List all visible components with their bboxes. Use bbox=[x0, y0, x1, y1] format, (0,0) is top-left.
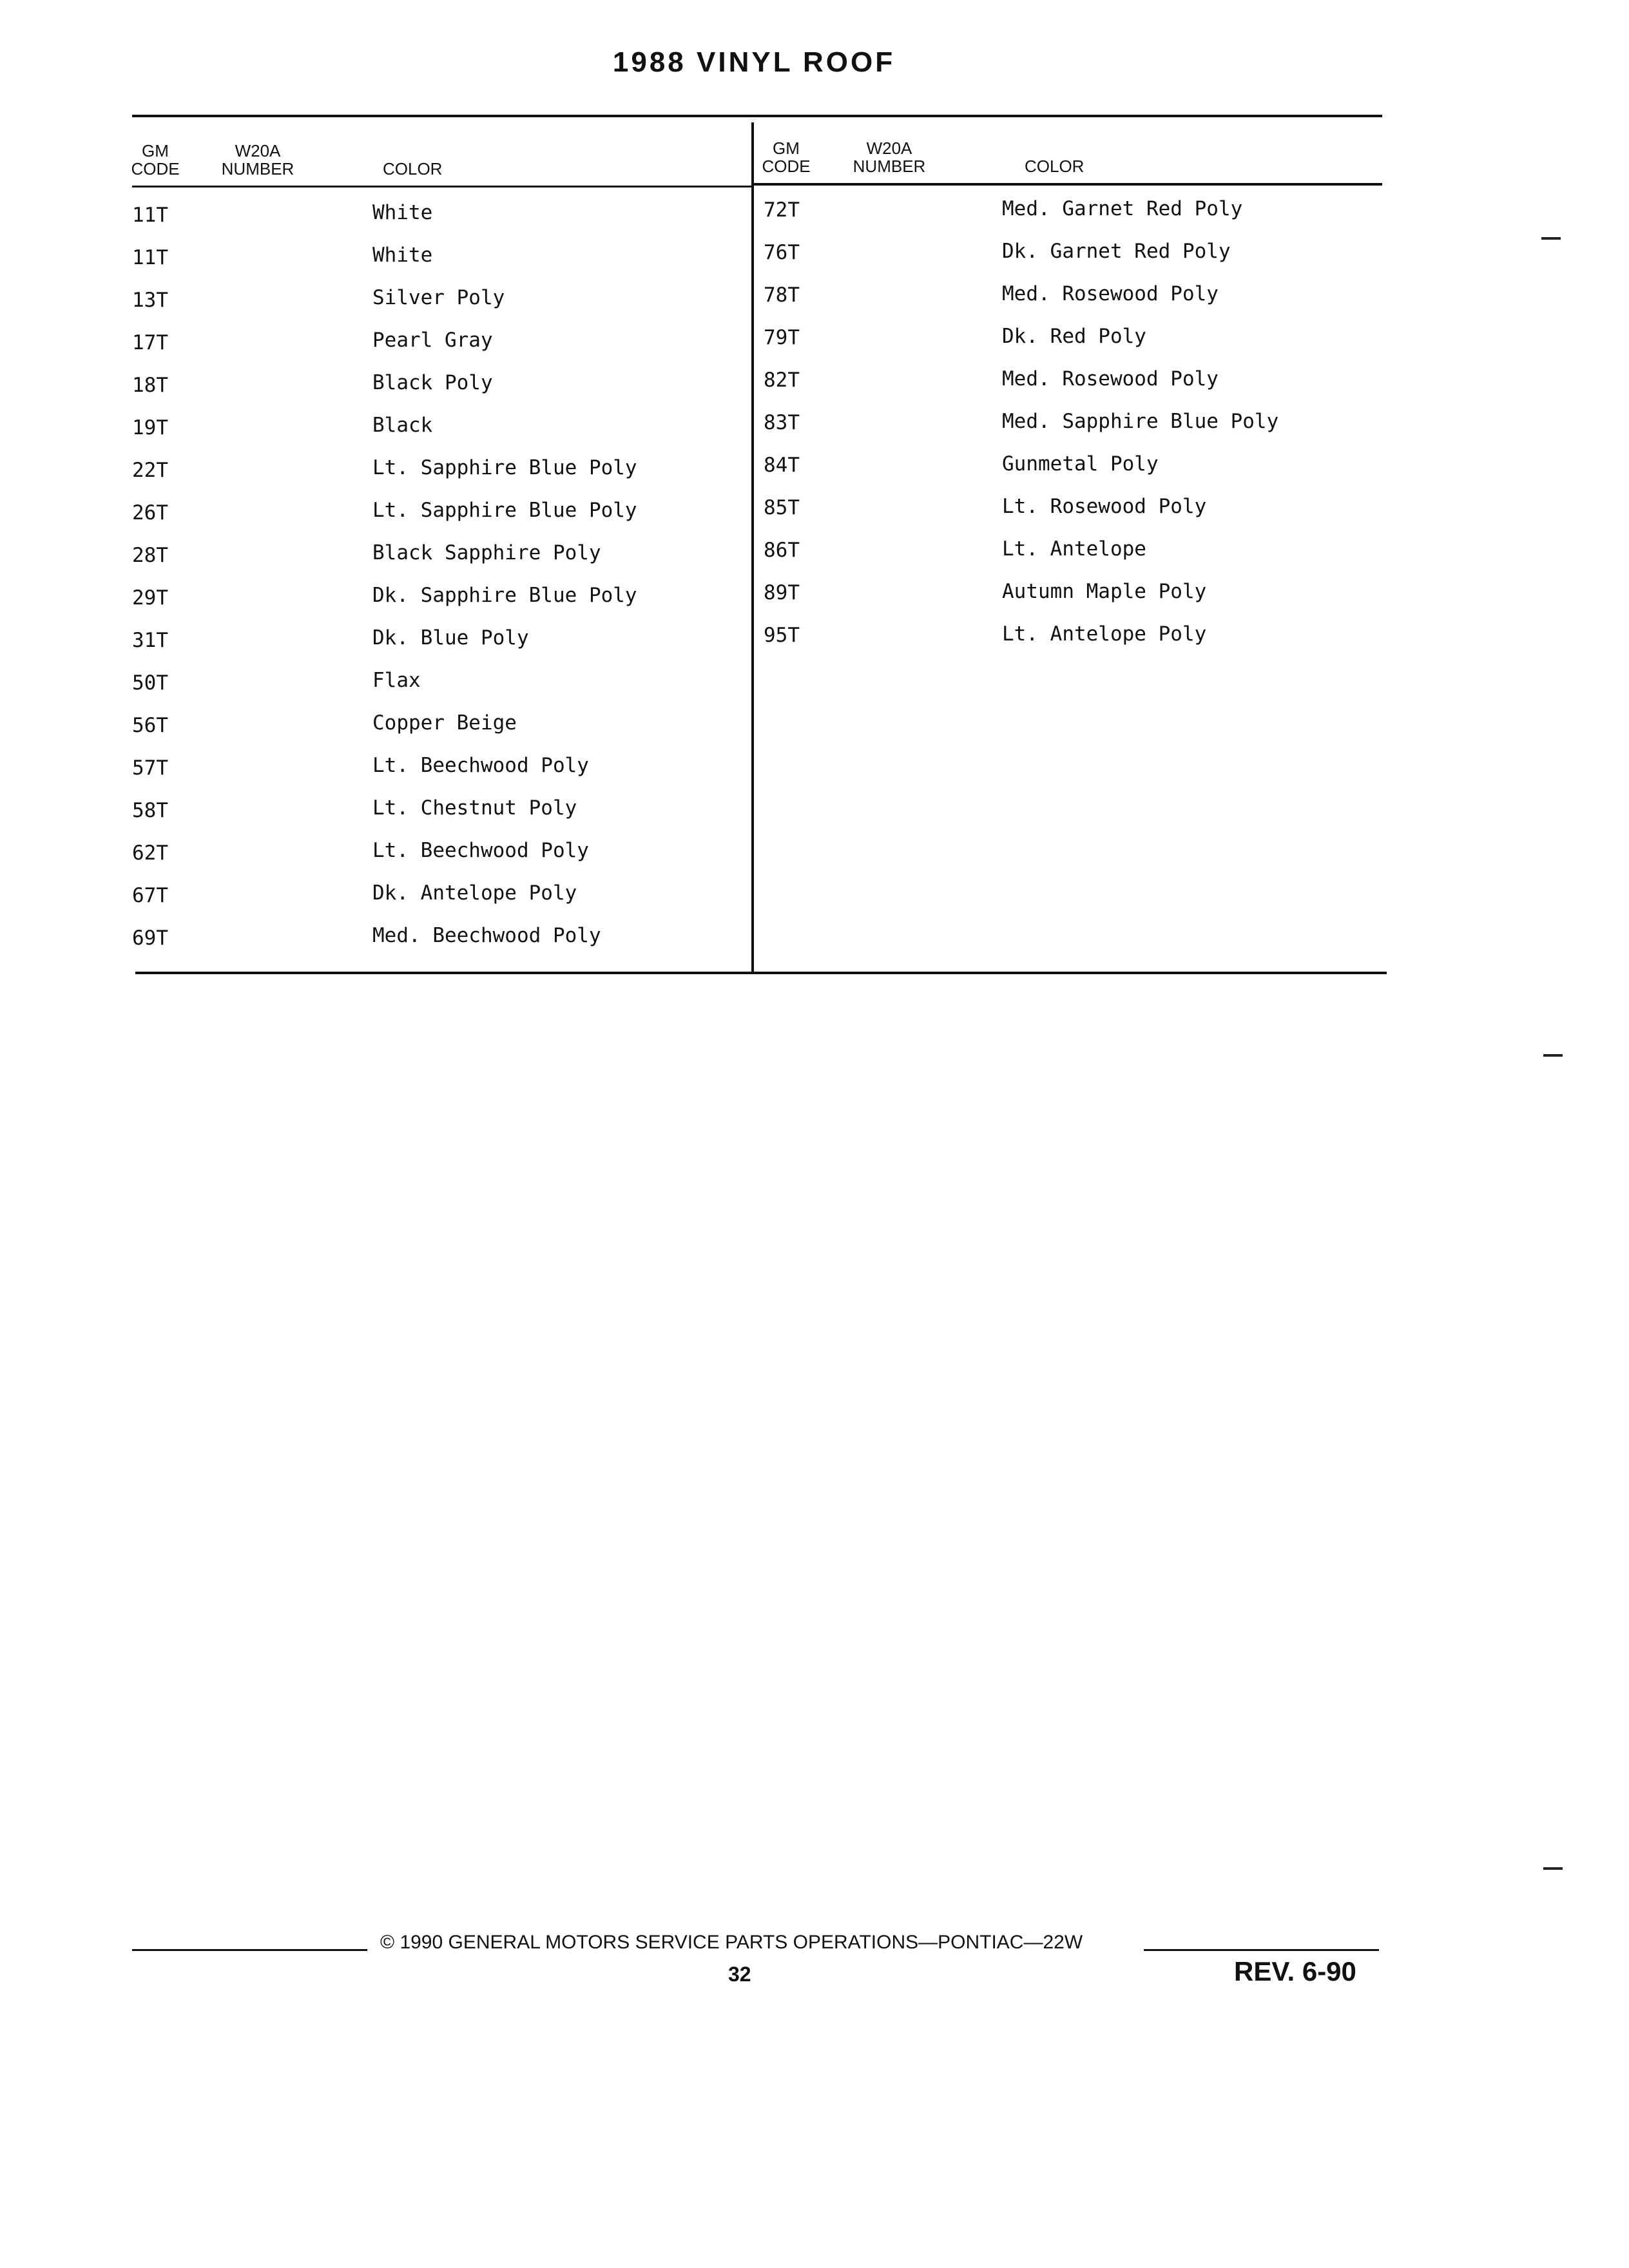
gm-code-cell: 57T bbox=[132, 756, 168, 780]
color-cell: Pearl Gray bbox=[372, 329, 493, 352]
left-header-w20a-number bbox=[219, 142, 296, 178]
column-divider bbox=[751, 122, 754, 974]
gm-code-cell: 56T bbox=[132, 714, 168, 737]
left-header-color: COLOR bbox=[383, 159, 443, 178]
color-cell: Med. Sapphire Blue Poly bbox=[1002, 410, 1279, 433]
color-cell: Med. Rosewood Poly bbox=[1002, 282, 1219, 305]
color-cell: Lt. Rosewood Poly bbox=[1002, 495, 1207, 518]
color-cell: Black bbox=[372, 414, 433, 437]
gm-code-cell: 72T bbox=[764, 198, 800, 222]
color-cell: Copper Beige bbox=[372, 711, 517, 735]
gm-code-cell: 95T bbox=[764, 624, 800, 647]
right-header-color: COLOR bbox=[1025, 157, 1084, 176]
gm-code-cell: 19T bbox=[132, 416, 168, 439]
gm-code-cell: 89T bbox=[764, 581, 800, 604]
color-cell: Lt. Sapphire Blue Poly bbox=[372, 499, 637, 522]
header-code: CODE bbox=[131, 159, 180, 178]
gm-code-cell: 86T bbox=[764, 539, 800, 562]
gm-code-cell: 83T bbox=[764, 411, 800, 434]
color-cell: Lt. Beechwood Poly bbox=[372, 839, 589, 862]
header-w20a: W20A bbox=[866, 139, 912, 158]
color-cell: Flax bbox=[372, 669, 421, 692]
color-cell: Dk. Red Poly bbox=[1002, 325, 1146, 348]
color-cell: Med. Rosewood Poly bbox=[1002, 367, 1219, 390]
header-number: NUMBER bbox=[221, 159, 294, 178]
gm-code-cell: 79T bbox=[764, 326, 800, 349]
gm-code-cell: 13T bbox=[132, 289, 168, 312]
color-cell: Black Sapphire Poly bbox=[372, 541, 601, 564]
color-cell: Lt. Antelope Poly bbox=[1002, 622, 1207, 646]
gm-code-cell: 76T bbox=[764, 241, 800, 264]
page-title: 1988 VINYL ROOF bbox=[612, 46, 896, 78]
table-top-rule bbox=[132, 115, 1382, 117]
color-cell: Dk. Blue Poly bbox=[372, 626, 529, 649]
color-cell: Lt. Antelope bbox=[1002, 537, 1146, 561]
gm-code-cell: 29T bbox=[132, 586, 168, 610]
color-cell: Lt. Beechwood Poly bbox=[372, 754, 589, 777]
gm-code-cell: 11T bbox=[132, 246, 168, 269]
gm-code-cell: 62T bbox=[132, 841, 168, 865]
gm-code-cell: 58T bbox=[132, 799, 168, 822]
color-cell: Black Poly bbox=[372, 371, 493, 394]
gm-code-cell: 82T bbox=[764, 369, 800, 392]
right-header-gm-code bbox=[757, 139, 815, 175]
gm-code-cell: 84T bbox=[764, 454, 800, 477]
gm-code-cell: 28T bbox=[132, 544, 168, 567]
color-cell: Med. Beechwood Poly bbox=[372, 924, 601, 947]
color-cell: Autumn Maple Poly bbox=[1002, 580, 1207, 603]
copyright-line: © 1990 GENERAL MOTORS SERVICE PARTS OPERATIONS—PONTIAC—22W bbox=[380, 1932, 1083, 1953]
gm-code-cell: 17T bbox=[132, 331, 168, 354]
edge-mark bbox=[1543, 1867, 1563, 1870]
header-gm: GM bbox=[142, 141, 169, 160]
gm-code-cell: 26T bbox=[132, 501, 168, 524]
gm-code-cell: 11T bbox=[132, 204, 168, 227]
gm-code-cell: 50T bbox=[132, 671, 168, 695]
left-header-rule bbox=[132, 186, 754, 187]
color-cell: Dk. Sapphire Blue Poly bbox=[372, 584, 637, 607]
color-cell: Lt. Sapphire Blue Poly bbox=[372, 456, 637, 479]
edge-mark bbox=[1541, 237, 1561, 240]
color-cell: Dk. Garnet Red Poly bbox=[1002, 240, 1231, 263]
color-cell: White bbox=[372, 201, 433, 224]
gm-code-cell: 67T bbox=[132, 884, 168, 907]
header-w20a: W20A bbox=[235, 141, 281, 160]
gm-code-cell: 31T bbox=[132, 629, 168, 652]
gm-code-cell: 78T bbox=[764, 284, 800, 307]
table-bottom-rule bbox=[135, 972, 1387, 974]
color-cell: Lt. Chestnut Poly bbox=[372, 796, 577, 820]
header-number: NUMBER bbox=[853, 157, 926, 176]
header-code: CODE bbox=[762, 157, 811, 176]
page-number: 32 bbox=[728, 1963, 751, 1986]
gm-code-cell: 69T bbox=[132, 927, 168, 950]
gm-code-cell: 22T bbox=[132, 459, 168, 482]
right-header-w20a-number bbox=[851, 139, 928, 175]
color-cell: Gunmetal Poly bbox=[1002, 452, 1159, 476]
footer-rule-right bbox=[1144, 1949, 1379, 1951]
color-cell: Silver Poly bbox=[372, 286, 505, 309]
color-cell: White bbox=[372, 244, 433, 267]
color-cell: Dk. Antelope Poly bbox=[372, 881, 577, 905]
left-header-gm-code bbox=[126, 142, 184, 178]
edge-mark bbox=[1543, 1054, 1563, 1057]
color-cell: Med. Garnet Red Poly bbox=[1002, 197, 1243, 220]
footer-rule-left bbox=[132, 1949, 367, 1951]
gm-code-cell: 85T bbox=[764, 496, 800, 519]
gm-code-cell: 18T bbox=[132, 374, 168, 397]
right-header-rule bbox=[754, 183, 1382, 186]
header-gm: GM bbox=[773, 139, 800, 158]
revision-label: REV. 6-90 bbox=[1234, 1956, 1356, 1986]
